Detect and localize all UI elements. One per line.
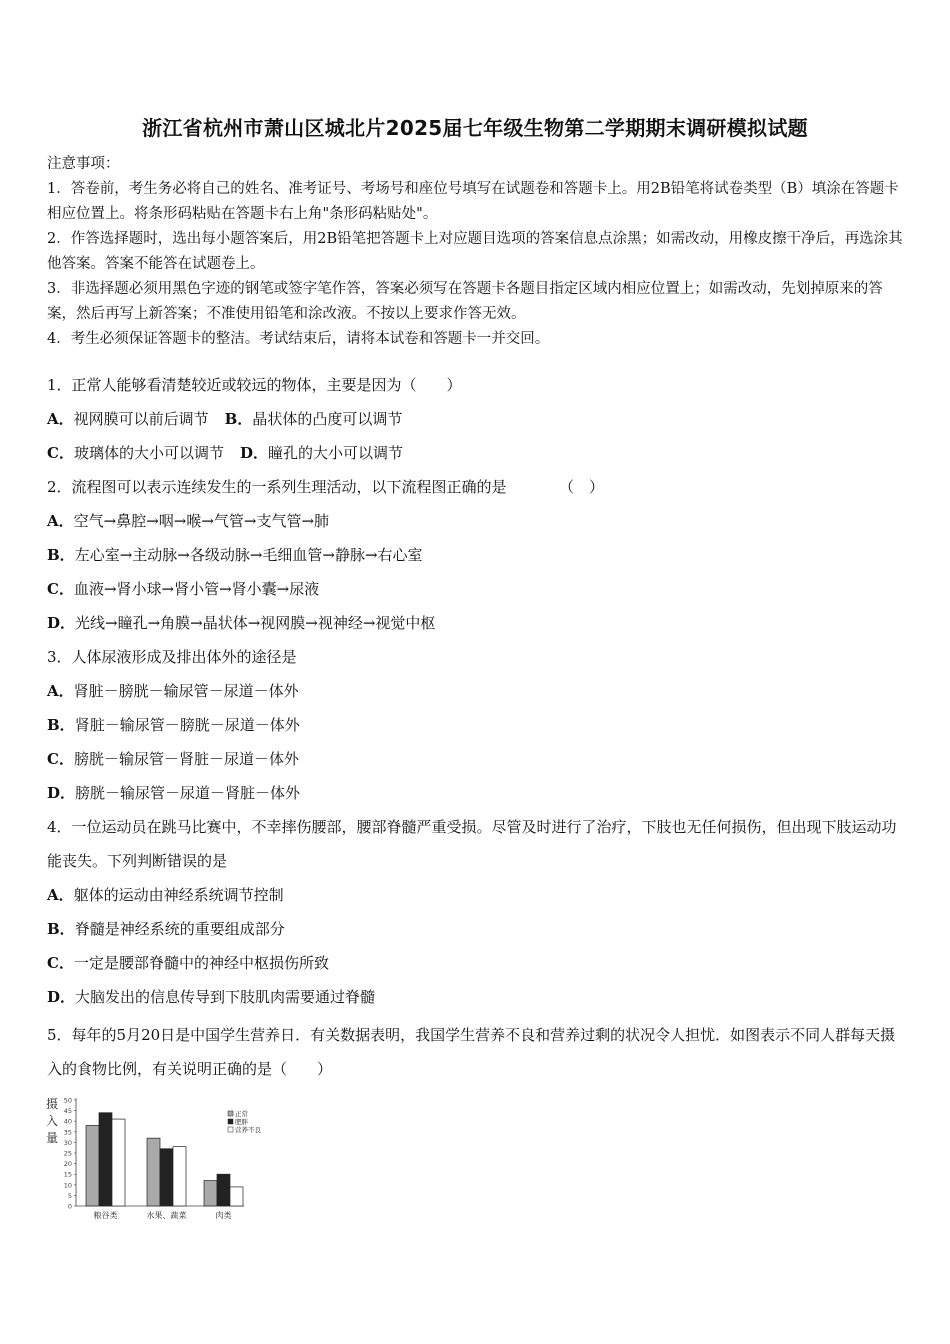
option-label: D． [47, 614, 76, 632]
option [47, 708, 909, 742]
bar-营养不良 [230, 1187, 243, 1206]
x-category-label: 水果、蔬菜 [146, 1211, 187, 1220]
option-text: 肾脏－输尿管－膀胱－尿道－体外 [74, 716, 300, 734]
legend-label: 营养不良 [235, 1126, 261, 1134]
y-axis-label-char: 摄 [45, 1097, 59, 1111]
question-2 [47, 470, 909, 640]
question-stem: 2．流程图可以表示连续发生的一系列生理活动，以下流程图正确的是 （ ） [47, 478, 605, 496]
option [47, 606, 909, 640]
bar-营养不良 [112, 1119, 125, 1206]
y-tick-label: 15 [63, 1170, 72, 1179]
option-text: 左心室→主动脉→各级动脉→毛细血管→静脉→右心室 [74, 546, 423, 564]
option-text: 膀胱－输尿管－肾脏－尿道－体外 [73, 750, 299, 768]
option-label: C． [47, 444, 74, 462]
option [47, 878, 909, 912]
option-text: 空气→鼻腔→咽→喉→气管→支气管→肺 [73, 512, 330, 530]
question-5 [47, 1018, 909, 1086]
y-tick-label: 45 [63, 1107, 72, 1116]
y-tick-label: 5 [67, 1191, 72, 1200]
y-tick-label: 20 [63, 1160, 72, 1169]
option-label: B． [47, 716, 75, 734]
notice-item: 3．非选择题必须用黑色字迹的钢笔或签字笔作答，答案必须写在答题卡各题目指定区域内相应位置上；如需改动，先划掉原来的答案，然后再写上新答案；不准使用铅笔和涂改液。不按以上要求作答无效。 [47, 281, 883, 322]
y-tick-label: 35 [63, 1128, 72, 1137]
option-label: A． [47, 410, 74, 428]
option [47, 742, 909, 776]
option-label: C． [47, 580, 74, 598]
question-stem: 4．一位运动员在跳马比赛中，不幸摔伤腰部，腰部脊髓严重受损。尽管及时进行了治疗，下肢也无任何损伤，但出现下肢运动功能丧失。下列判断错误的是 [47, 818, 897, 870]
option-label: B． [224, 410, 253, 428]
option-text: 视网膜可以前后调节 [73, 410, 209, 428]
option-label: C． [47, 954, 74, 972]
y-tick-label: 30 [63, 1138, 72, 1147]
option [47, 572, 909, 606]
option-label: D． [239, 444, 268, 462]
question-stem: 1．正常人能够看清楚较近或较远的物体，主要是因为（ ） [47, 376, 462, 394]
legend-label: 肥胖 [235, 1118, 248, 1126]
option-text: 躯体的运动由神经系统调节控制 [73, 886, 284, 904]
option-text: 瞳孔的大小可以调节 [267, 444, 403, 462]
option-text: 血液→肾小球→肾小管→肾小囊→尿液 [73, 580, 320, 598]
legend-swatch [228, 1111, 233, 1116]
option-text: 肾脏－膀胱－输尿管－尿道－体外 [73, 682, 299, 700]
y-axis-label-char: 量 [45, 1131, 59, 1145]
option [47, 538, 909, 572]
option-line [47, 436, 909, 470]
option [47, 980, 909, 1014]
notice-item: 2．作答选择题时，选出每小题答案后，用2B铅笔把答题卡上对应题目选项的答案信息点涂黑；如需改动，用橡皮擦干净后，再选涂其他答案。答案不能答在试题卷上。 [47, 231, 903, 272]
notice-item: 4．考生必须保证答题卡的整洁。考试结束后，请将本试卷和答题卡一并交回。 [47, 331, 550, 347]
option-label: C． [47, 750, 74, 768]
option-text: 脊髓是神经系统的重要组成部分 [74, 920, 285, 938]
option [47, 946, 909, 980]
question-1 [47, 368, 909, 470]
option [47, 674, 909, 708]
option-label: A． [47, 512, 74, 530]
legend-swatch [228, 1127, 233, 1132]
y-tick-label: 10 [63, 1181, 72, 1190]
legend-label: 正常 [235, 1110, 248, 1118]
question-4 [47, 810, 909, 1014]
legend-swatch [228, 1119, 233, 1124]
option-line [47, 402, 909, 436]
y-tick-label: 50 [63, 1096, 72, 1105]
bar-正常 [147, 1138, 160, 1206]
question-stem: 5．每年的5月20日是中国学生营养日．有关数据表明，我国学生营养不良和营养过剩的状况令人担忧．如图表示不同人群每天摄入的食物比例，有关说明正确的是（ ） [47, 1026, 896, 1078]
option-text: 一定是腰部脊髓中的神经中枢损伤所致 [73, 954, 329, 972]
bar-正常 [86, 1125, 99, 1206]
question-3 [47, 640, 909, 810]
option-text: 膀胱－输尿管－尿道－肾脏－体外 [75, 784, 301, 802]
notice-section [47, 152, 907, 352]
bar-正常 [204, 1181, 217, 1206]
option-label: A． [47, 886, 74, 904]
bar-肥胖 [99, 1113, 112, 1206]
notice-heading: 注意事项： [47, 156, 120, 172]
option-label: D． [47, 988, 76, 1006]
y-axis-label-char: 入 [45, 1114, 59, 1128]
x-category-label: 粮谷类 [93, 1211, 118, 1220]
y-tick-label: 0 [67, 1202, 72, 1211]
option [47, 776, 909, 810]
option-label: B． [47, 920, 75, 938]
x-category-label: 肉类 [215, 1211, 232, 1220]
y-tick-label: 25 [63, 1149, 72, 1158]
option-label: D． [47, 784, 76, 802]
question-stem: 3．人体尿液形成及排出体外的途径是 [47, 648, 297, 666]
option-text: 光线→瞳孔→角膜→晶状体→视网膜→视神经→视觉中枢 [75, 614, 436, 632]
option-label: B． [47, 546, 75, 564]
y-tick-label: 40 [63, 1117, 72, 1126]
bar-肥胖 [160, 1149, 173, 1206]
option-label: A． [47, 682, 74, 700]
option [47, 912, 909, 946]
option-text: 玻璃体的大小可以调节 [73, 444, 224, 462]
food-intake-bar-chart [44, 1094, 284, 1229]
bar-肥胖 [217, 1174, 230, 1206]
option-text: 大脑发出的信息传导到下肢肌肉需要通过脊髓 [75, 988, 376, 1006]
notice-item: 1．答卷前，考生务必将自己的姓名、准考证号、考场号和座位号填写在试题卷和答题卡上。用2B铅笔将试卷类型（B）填涂在答题卡相应位置上。将条形码粘贴在答题卡右上角"条形码粘贴处"。 [47, 181, 899, 222]
option-text: 晶状体的凸度可以调节 [252, 410, 403, 428]
bar-营养不良 [173, 1147, 186, 1206]
option [47, 504, 909, 538]
exam-title: 浙江省杭州市萧山区城北片2025届七年级生物第二学期期末调研模拟试题 [142, 116, 808, 140]
